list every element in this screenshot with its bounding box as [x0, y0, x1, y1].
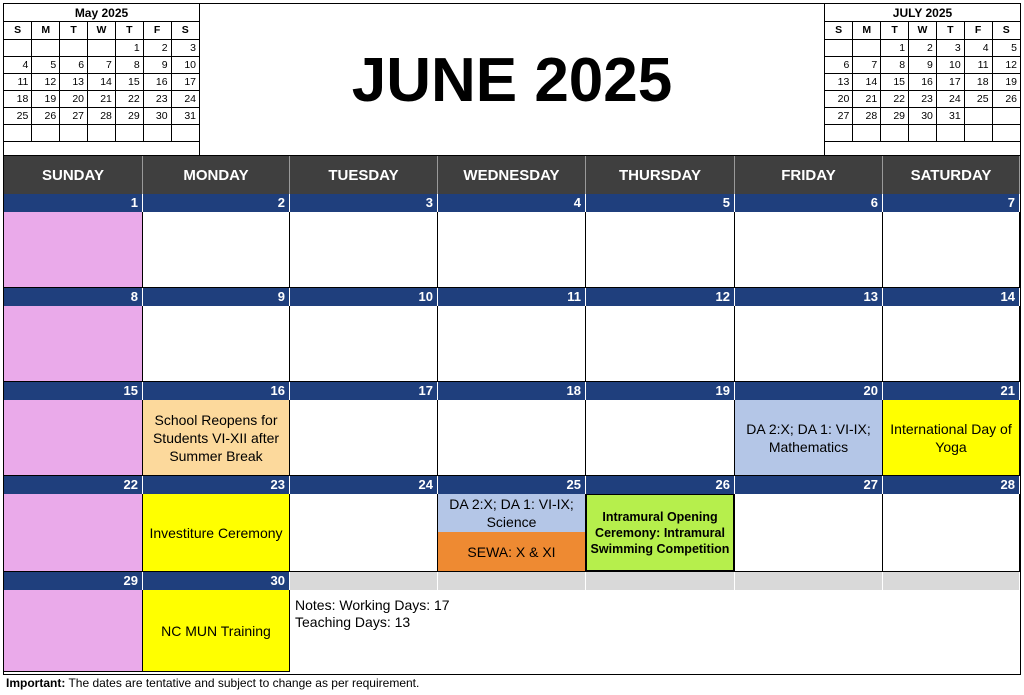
mini-calendar-day: 26	[32, 107, 60, 124]
day-cell[interactable]	[586, 400, 735, 476]
mini-calendar-day: 20	[825, 90, 853, 107]
mini-calendar-day	[881, 124, 909, 141]
date-number-bar: 10	[290, 288, 438, 306]
mini-calendar-week	[825, 107, 1020, 124]
date-number-bar: 17	[290, 382, 438, 400]
mini-calendar-day	[32, 39, 60, 56]
mini-calendar-day	[60, 39, 88, 56]
footer-text: The dates are tentative and subject to change as per requirement.	[65, 676, 420, 690]
mini-calendar-may	[4, 4, 200, 157]
mini-calendar-day: 5	[32, 56, 60, 73]
mini-calendar-week	[4, 107, 199, 124]
date-number-bar: 6	[735, 194, 883, 212]
day-cell[interactable]	[4, 494, 143, 572]
mini-calendar-day: 2	[143, 39, 171, 56]
day-cell[interactable]	[438, 306, 586, 382]
date-number-bar: 23	[143, 476, 290, 494]
day-header-monday: MONDAY	[143, 156, 290, 194]
mini-calendar-day: 25	[964, 90, 992, 107]
mini-calendar-day: 16	[143, 73, 171, 90]
day-cell[interactable]	[735, 494, 883, 572]
mini-calendar-day: 4	[964, 39, 992, 56]
day-cell[interactable]	[883, 212, 1020, 288]
mini-calendar-day: 11	[964, 56, 992, 73]
mini-calendar-day: 6	[825, 56, 853, 73]
day-cell[interactable]	[883, 400, 1020, 476]
date-number-bar: 16	[143, 382, 290, 400]
mini-calendar-day: 28	[88, 107, 116, 124]
mini-calendar-week	[4, 39, 199, 56]
mini-calendar-day: 29	[115, 107, 143, 124]
mini-calendar-day	[171, 124, 199, 141]
mini-calendar-day	[853, 39, 881, 56]
mini-calendar-week	[825, 90, 1020, 107]
mini-calendar-day: 10	[171, 56, 199, 73]
mini-calendar-day	[60, 124, 88, 141]
date-number-bar: 12	[586, 288, 735, 306]
mini-calendar-july	[824, 4, 1020, 157]
mini-calendar-day: 23	[143, 90, 171, 107]
day-header-sunday: SUNDAY	[4, 156, 143, 194]
mini-calendar-table	[825, 22, 1020, 142]
page-title: JUNE 2025	[351, 46, 673, 115]
mini-calendar-day: 3	[171, 39, 199, 56]
date-number-bar: 2	[143, 194, 290, 212]
date-number-bar: 7	[883, 194, 1020, 212]
mini-calendar-day: 7	[88, 56, 116, 73]
mini-calendar-day: 3	[936, 39, 964, 56]
mini-calendar-day	[936, 124, 964, 141]
mini-calendar-day: 24	[936, 90, 964, 107]
mini-calendar-day: 14	[88, 73, 116, 90]
mini-calendar-day: 18	[4, 90, 32, 107]
mini-calendar-day: 8	[115, 56, 143, 73]
mini-calendar-weekday-row	[825, 22, 1020, 39]
mini-calendar-day	[4, 39, 32, 56]
mini-calendar-day	[88, 124, 116, 141]
mini-calendar-week	[825, 124, 1020, 141]
date-number-bar: 26	[586, 476, 735, 494]
day-cell[interactable]	[586, 306, 735, 382]
mini-calendar-week	[4, 90, 199, 107]
mini-calendar-weekday: W	[88, 22, 116, 39]
mini-calendar-day	[909, 124, 937, 141]
date-number-bar: 18	[438, 382, 586, 400]
mini-calendar-week	[825, 39, 1020, 56]
event-nc-mun-training: NC MUN Training	[143, 590, 289, 671]
mini-calendar-weekday: S	[825, 22, 853, 39]
day-header-tuesday: TUESDAY	[290, 156, 438, 194]
event-intramural-opening: Intramural Opening Ceremony: Intramural Swimming Competition	[586, 494, 734, 571]
footer-label: Important:	[6, 676, 66, 690]
mini-calendar-day: 31	[936, 107, 964, 124]
mini-calendar-day: 27	[825, 107, 853, 124]
mini-calendar-title: May 2025	[4, 4, 199, 22]
day-cell[interactable]	[290, 494, 438, 572]
mini-calendar-day: 29	[881, 107, 909, 124]
event-sewa: SEWA: X & XI	[438, 532, 585, 571]
mini-calendar-weekday: S	[992, 22, 1020, 39]
mini-calendar-day: 15	[881, 73, 909, 90]
date-number-bar	[586, 572, 735, 590]
day-header-wednesday: WEDNESDAY	[438, 156, 586, 194]
day-cell[interactable]	[4, 306, 143, 382]
day-cell[interactable]	[4, 590, 143, 672]
mini-calendar-day: 2	[909, 39, 937, 56]
day-cell[interactable]	[290, 212, 438, 288]
day-cell[interactable]	[143, 306, 290, 382]
mini-calendar-day: 31	[171, 107, 199, 124]
mini-calendar-weekday: T	[881, 22, 909, 39]
date-number-bar	[735, 572, 883, 590]
mini-calendar-day	[964, 124, 992, 141]
day-cell[interactable]	[586, 494, 735, 572]
mini-calendar-day: 24	[171, 90, 199, 107]
mini-calendar-day: 15	[115, 73, 143, 90]
date-number-bar: 30	[143, 572, 290, 590]
mini-calendar-week	[4, 73, 199, 90]
mini-calendar-weekday: T	[60, 22, 88, 39]
mini-calendar-weekday: F	[143, 22, 171, 39]
date-number-bar: 29	[4, 572, 143, 590]
event-da-science: DA 2:X; DA 1: VI-IX; Science	[438, 494, 585, 532]
mini-calendar-day: 17	[171, 73, 199, 90]
mini-calendar-day: 10	[936, 56, 964, 73]
mini-calendar-week	[4, 56, 199, 73]
mini-calendar-day	[115, 124, 143, 141]
day-header-friday: FRIDAY	[735, 156, 883, 194]
mini-calendar-day: 20	[60, 90, 88, 107]
mini-calendar-weekday: W	[909, 22, 937, 39]
day-cell[interactable]	[438, 400, 586, 476]
mini-calendar-day: 30	[909, 107, 937, 124]
mini-calendar-day: 6	[60, 56, 88, 73]
mini-calendar-day	[4, 124, 32, 141]
date-number-bar: 3	[290, 194, 438, 212]
event-da-mathematics: DA 2:X; DA 1: VI-IX; Mathematics	[735, 400, 882, 475]
mini-calendar-day	[964, 107, 992, 124]
date-number-bar: 27	[735, 476, 883, 494]
date-number-bar	[883, 572, 1020, 590]
mini-calendar-weekday: M	[32, 22, 60, 39]
date-number-bar	[290, 572, 438, 590]
day-cell[interactable]	[290, 306, 438, 382]
date-number-bar: 4	[438, 194, 586, 212]
day-cell[interactable]	[143, 400, 290, 476]
mini-calendar-day	[853, 124, 881, 141]
mini-calendar-day: 21	[88, 90, 116, 107]
mini-calendar-day: 17	[936, 73, 964, 90]
mini-calendar-day: 5	[992, 39, 1020, 56]
mini-calendar-title: JULY 2025	[825, 4, 1020, 22]
mini-calendar-day	[88, 39, 116, 56]
date-number-bar: 25	[438, 476, 586, 494]
date-number-bar: 19	[586, 382, 735, 400]
mini-calendar-week	[825, 73, 1020, 90]
calendar-header	[3, 3, 1021, 156]
date-number-bar: 20	[735, 382, 883, 400]
mini-calendar-day	[992, 107, 1020, 124]
date-number-bar: 28	[883, 476, 1020, 494]
mini-calendar-weekday: M	[853, 22, 881, 39]
mini-calendar-day: 1	[881, 39, 909, 56]
day-cell[interactable]	[4, 400, 143, 476]
date-number-bar	[438, 572, 586, 590]
mini-calendar-day: 30	[143, 107, 171, 124]
event-international-yoga-day: International Day of Yoga	[883, 400, 1019, 475]
mini-calendar-day: 14	[853, 73, 881, 90]
mini-calendar-day: 22	[115, 90, 143, 107]
mini-calendar-day: 22	[881, 90, 909, 107]
mini-calendar-weekday: S	[171, 22, 199, 39]
mini-calendar-day: 19	[32, 90, 60, 107]
mini-calendar-day: 7	[853, 56, 881, 73]
mini-calendar-day: 25	[4, 107, 32, 124]
date-number-bar: 24	[290, 476, 438, 494]
mini-calendar-day: 19	[992, 73, 1020, 90]
day-cell[interactable]	[438, 212, 586, 288]
mini-calendar-day: 1	[115, 39, 143, 56]
mini-calendar-day	[825, 39, 853, 56]
mini-calendar-day: 21	[853, 90, 881, 107]
day-cell[interactable]	[143, 590, 290, 672]
notes-working-days: Notes: Working Days: 17	[295, 597, 450, 613]
date-number-bar: 13	[735, 288, 883, 306]
mini-calendar-week	[825, 56, 1020, 73]
notes	[291, 595, 1019, 673]
notes-teaching-days: Teaching Days: 13	[295, 614, 411, 630]
date-number-bar: 9	[143, 288, 290, 306]
day-cell[interactable]	[4, 212, 143, 288]
event-investiture-ceremony: Investiture Ceremony	[143, 494, 289, 571]
day-cell[interactable]	[290, 400, 438, 476]
mini-calendar-day	[992, 124, 1020, 141]
date-number-bar: 11	[438, 288, 586, 306]
mini-calendar-weekday-row	[4, 22, 199, 39]
mini-calendar-day	[825, 124, 853, 141]
mini-calendar-day: 26	[992, 90, 1020, 107]
event-school-reopens: School Reopens for Students VI-XII after Summer Break	[143, 400, 289, 475]
date-number-bar: 22	[4, 476, 143, 494]
date-number-bar: 21	[883, 382, 1020, 400]
day-header-saturday: SATURDAY	[883, 156, 1020, 194]
date-number-bar: 8	[4, 288, 143, 306]
mini-calendar-day: 18	[964, 73, 992, 90]
date-number-bar: 14	[883, 288, 1020, 306]
mini-calendar-day: 11	[4, 73, 32, 90]
mini-calendar-day	[32, 124, 60, 141]
mini-calendar-day: 4	[4, 56, 32, 73]
mini-calendar-day: 28	[853, 107, 881, 124]
day-header-thursday: THURSDAY	[586, 156, 735, 194]
day-cell[interactable]	[735, 400, 883, 476]
date-number-bar: 1	[4, 194, 143, 212]
mini-calendar-day: 9	[909, 56, 937, 73]
day-cell[interactable]	[735, 306, 883, 382]
day-cell[interactable]	[438, 494, 586, 572]
mini-calendar-table	[4, 22, 199, 142]
mini-calendar-day: 8	[881, 56, 909, 73]
mini-calendar-day: 16	[909, 73, 937, 90]
mini-calendar-day: 12	[992, 56, 1020, 73]
mini-calendar-day: 27	[60, 107, 88, 124]
date-number-bar: 5	[586, 194, 735, 212]
mini-calendar-day: 12	[32, 73, 60, 90]
mini-calendar-day: 13	[825, 73, 853, 90]
date-number-bar: 15	[4, 382, 143, 400]
mini-calendar-day	[143, 124, 171, 141]
mini-calendar-day: 13	[60, 73, 88, 90]
mini-calendar-weekday: F	[964, 22, 992, 39]
day-cell[interactable]	[143, 494, 290, 572]
mini-calendar-weekday: T	[115, 22, 143, 39]
day-cell[interactable]	[586, 212, 735, 288]
day-cell[interactable]	[735, 212, 883, 288]
mini-calendar-day: 23	[909, 90, 937, 107]
mini-calendar-day: 9	[143, 56, 171, 73]
mini-calendar-week	[4, 124, 199, 141]
day-cell[interactable]	[143, 212, 290, 288]
mini-calendar-weekday: S	[4, 22, 32, 39]
day-cell[interactable]	[883, 494, 1020, 572]
mini-calendar-weekday: T	[936, 22, 964, 39]
footer-note	[6, 676, 419, 690]
day-cell[interactable]	[883, 306, 1020, 382]
